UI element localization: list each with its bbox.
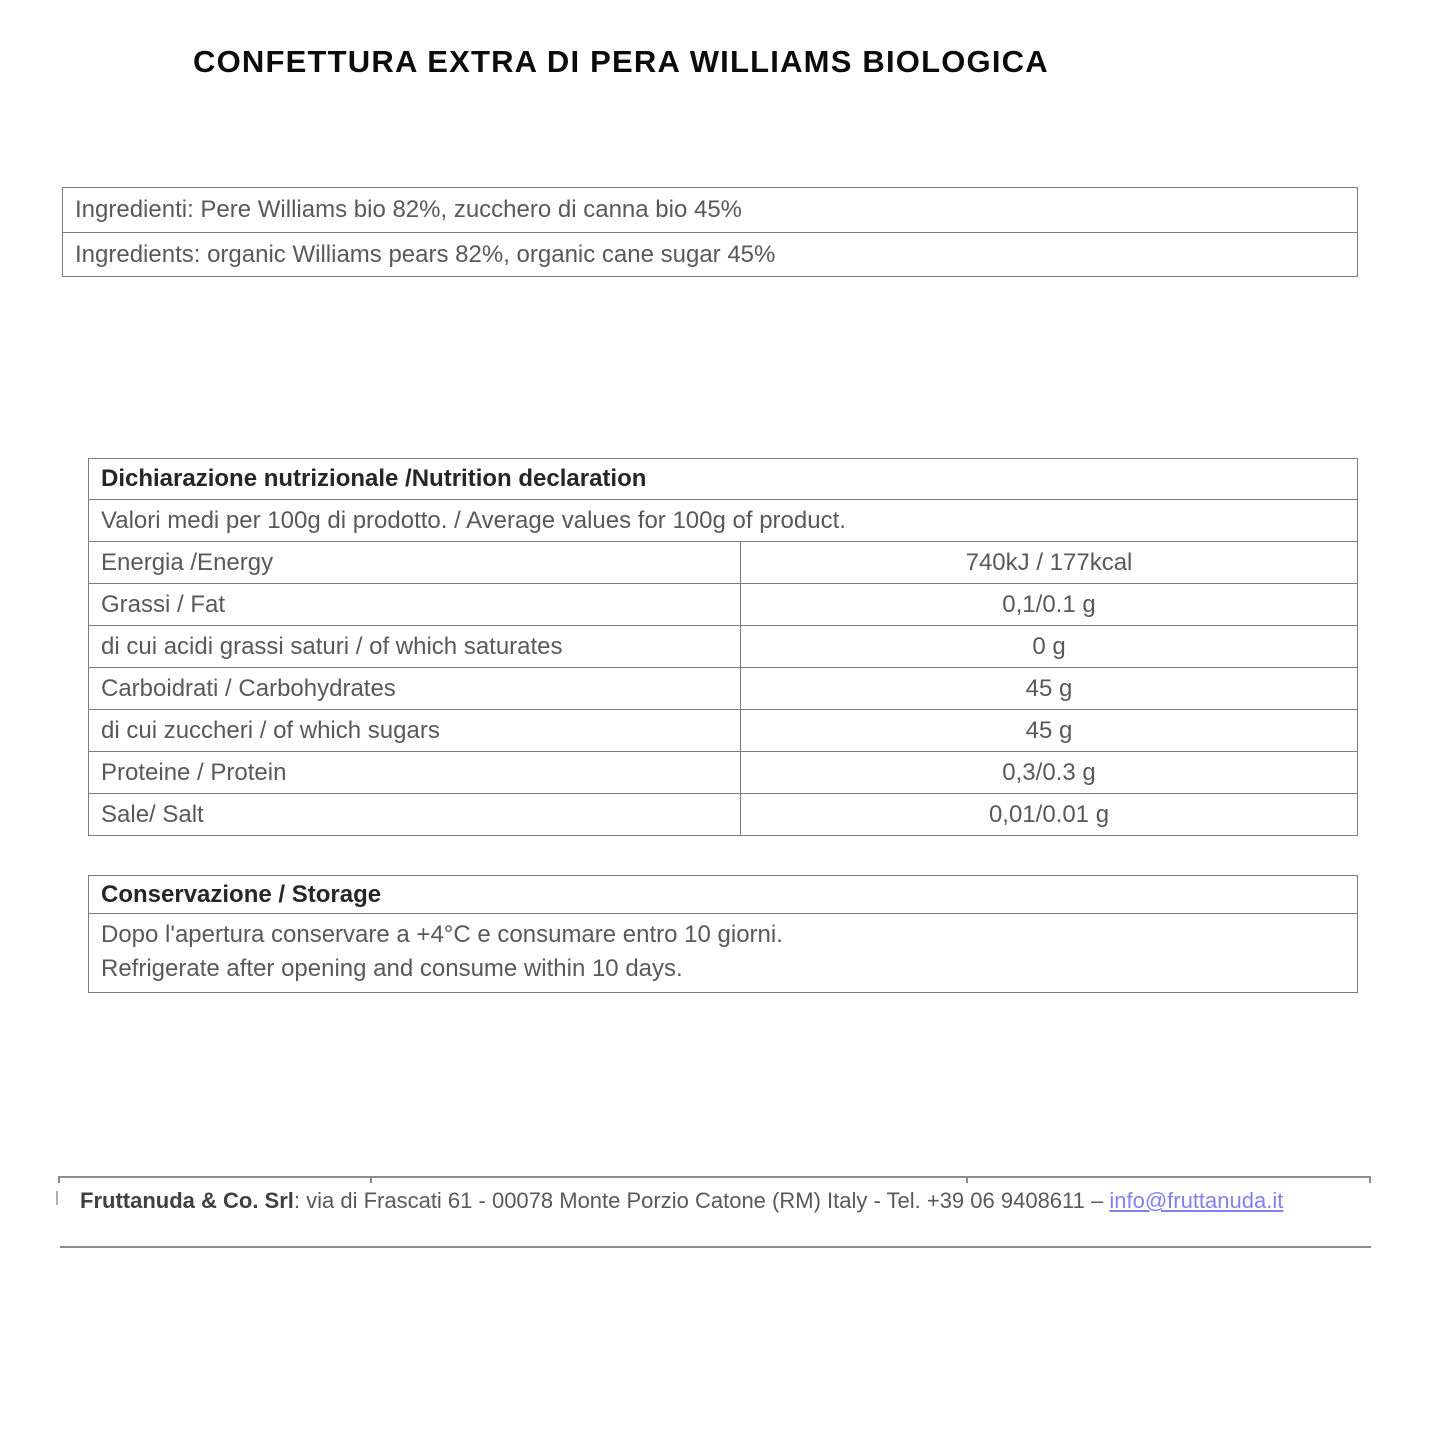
nutrition-label-protein xyxy=(89,752,741,793)
nutrition-row-saturates xyxy=(89,625,1357,667)
divider-tick xyxy=(370,1178,372,1183)
ingredients-text-italian: Ingredienti: Pere Williams bio 82%, zucchero di canna bio 45% xyxy=(75,196,743,223)
footer-contact-line xyxy=(80,1188,1283,1214)
storage-body xyxy=(89,914,795,992)
nutrition-header-row xyxy=(89,459,1357,499)
nutrition-label-text: di cui zuccheri / of which sugars xyxy=(101,716,440,744)
nutrition-header: Dichiarazione nutrizionale /Nutrition declaration xyxy=(101,465,647,492)
nutrition-row-protein xyxy=(89,751,1357,793)
nutrition-value-fat: 0,1/0.1 g xyxy=(1002,590,1096,618)
nutrition-value-sugars: 45 g xyxy=(1025,716,1073,744)
nutrition-table xyxy=(88,458,1358,836)
nutrition-subheader: Valori medi per 100g di prodotto. / Average values for 100g of product. xyxy=(101,506,846,534)
storage-header-row xyxy=(89,876,1357,913)
nutrition-value-carbohydrates: 45 g xyxy=(1025,674,1073,702)
ingredients-row-italian xyxy=(63,188,1357,232)
company-address: : via di Frascati 61 - 00078 Monte Porzio Catone (RM) Italy - Tel. +39 06 9408611 – xyxy=(293,1188,1110,1213)
nutrition-row-fat xyxy=(89,583,1357,625)
footer-divider-bottom xyxy=(60,1246,1371,1248)
nutrition-row-energy xyxy=(89,541,1357,583)
nutrition-value-protein: 0,3/0.3 g xyxy=(1002,758,1096,786)
nutrition-label-energy xyxy=(89,542,741,583)
divider-tick xyxy=(1369,1178,1371,1183)
nutrition-label-sugars xyxy=(89,710,741,751)
nutrition-label-text: Proteine / Protein xyxy=(101,758,287,786)
nutrition-subheader-row xyxy=(89,499,1357,541)
footer-divider-top xyxy=(58,1176,1371,1178)
storage-body-row xyxy=(89,913,1357,992)
nutrition-label-salt xyxy=(89,794,741,835)
email-link[interactable]: info@fruttanuda.it xyxy=(1109,1188,1284,1213)
storage-table xyxy=(88,875,1358,993)
storage-text-english: Refrigerate after opening and consume within 10 days. xyxy=(101,955,683,982)
nutrition-value-saturates: 0 g xyxy=(1032,632,1066,660)
nutrition-label-text: Carboidrati / Carbohydrates xyxy=(101,674,396,702)
nutrition-row-carbohydrates xyxy=(89,667,1357,709)
nutrition-label-saturates xyxy=(89,626,741,667)
nutrition-row-salt xyxy=(89,793,1357,835)
storage-text-italian: Dopo l'apertura conservare a +4°C e consumare entro 10 giorni. xyxy=(101,921,783,948)
nutrition-label-text: di cui acidi grassi saturi / of which saturates xyxy=(101,632,563,660)
ingredients-text-english: Ingredients: organic Williams pears 82%, organic cane sugar 45% xyxy=(75,240,776,268)
company-name: Fruttanuda & Co. Srl xyxy=(80,1188,294,1213)
nutrition-value-salt: 0,01/0.01 g xyxy=(988,800,1110,828)
nutrition-value-energy: 740kJ / 177kcal xyxy=(965,548,1133,576)
nutrition-label-text: Sale/ Salt xyxy=(101,800,204,828)
product-title: CONFETTURA EXTRA DI PERA WILLIAMS BIOLOGICA xyxy=(193,44,1049,79)
divider-tick xyxy=(966,1178,968,1183)
nutrition-row-sugars xyxy=(89,709,1357,751)
ingredients-row-english xyxy=(63,232,1357,276)
nutrition-label-fat xyxy=(89,584,741,625)
storage-header: Conservazione / Storage xyxy=(101,880,382,908)
divider-tick xyxy=(58,1178,60,1183)
footer-border-fragment xyxy=(56,1191,58,1205)
nutrition-label-carbohydrates xyxy=(89,668,741,709)
nutrition-label-text: Grassi / Fat xyxy=(101,590,226,618)
ingredients-table xyxy=(62,187,1358,277)
nutrition-label-text: Energia /Energy xyxy=(101,548,274,576)
